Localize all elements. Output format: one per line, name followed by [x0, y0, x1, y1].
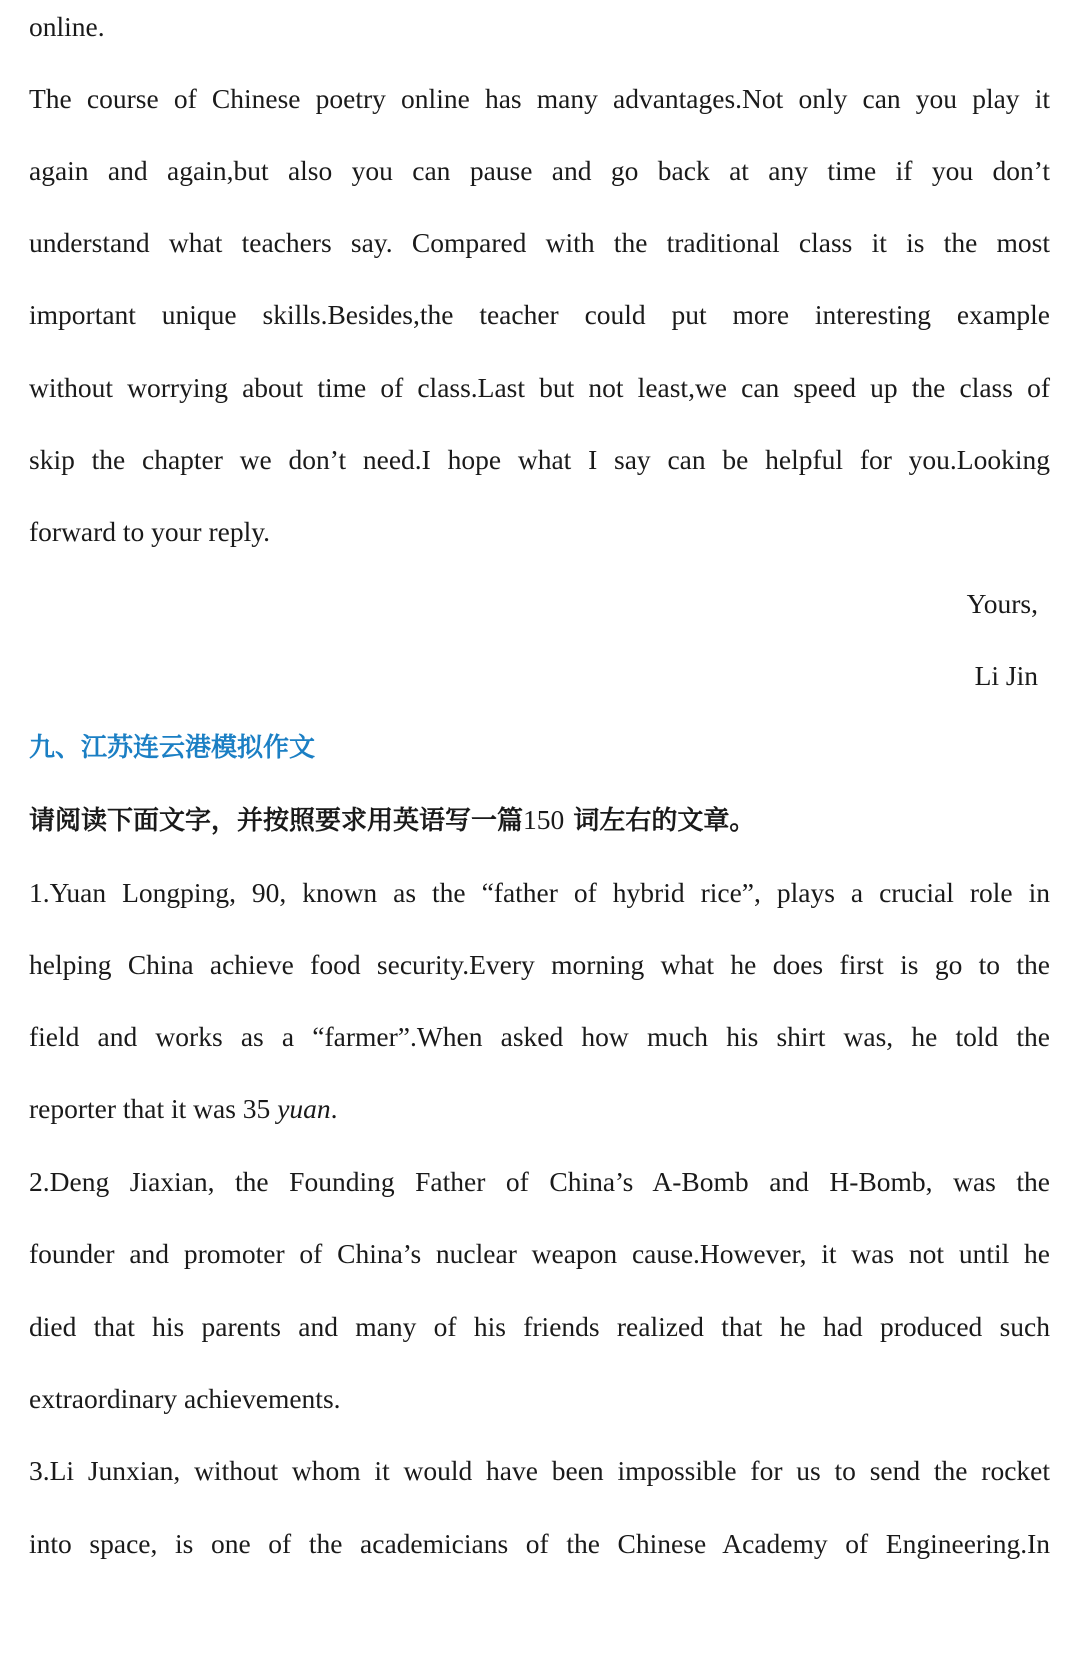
text-line: important unique skills.Besides,the teacher could put more interesting example: [29, 299, 1050, 330]
text-line: without worrying about time of class.Last but not least,we can speed up the class of: [29, 372, 1050, 403]
text-line: online.: [29, 11, 105, 42]
text-line: 3.Li Junxian, without whom it would have been impossible for us to send the rocket: [29, 1455, 1050, 1486]
text-line: extraordinary achievements.: [29, 1383, 341, 1414]
text-line: [29, 1092, 1050, 1126]
text-line: founder and promoter of China’s nuclear weapon cause.However, it was not until he: [29, 1238, 1050, 1269]
text-line: died that his parents and many of his friends realized that he had produced such: [29, 1311, 1050, 1342]
italic-term: yuan: [277, 1093, 331, 1124]
text-run: reporter that it was 35: [29, 1093, 278, 1124]
instruction-word-count: 150: [523, 804, 565, 835]
text-line: 1.Yuan Longping, 90, known as the “father of hybrid rice”, plays a crucial role in: [29, 877, 1050, 908]
text-line: into space, is one of the academicians of the Chinese Academy of Engineering.In: [29, 1528, 1050, 1559]
text-line: understand what teachers say. Compared with the traditional class it is the most: [29, 227, 1050, 258]
text-line: skip the chapter we don’t need.I hope what I say can be helpful for you.Looking: [29, 444, 1050, 475]
instruction-after: 词左右的文章。: [564, 806, 756, 836]
instruction-before: 请阅读下面文字，并按照要求用英语写一篇: [29, 806, 524, 836]
text-line: 2.Deng Jiaxian, the Founding Father of China’s A-Bomb and H-Bomb, was the: [29, 1166, 1050, 1197]
text-line: The course of Chinese poetry online has many advantages.Not only can you play it: [29, 83, 1050, 114]
letter-signature: Li Jin: [974, 660, 1038, 691]
text-line: again and again,but also you can pause and go back at any time if you don’t: [29, 155, 1050, 186]
text-line: forward to your reply.: [29, 516, 271, 547]
instruction-text: [29, 803, 1050, 838]
text-line: helping China achieve food security.Every morning what he does first is go to the: [29, 949, 1050, 980]
letter-closing: Yours,: [966, 588, 1038, 619]
text-run: .: [330, 1093, 338, 1124]
section-heading: 九、江苏连云港模拟作文: [29, 733, 316, 763]
text-line: field and works as a “farmer”.When asked how much his shirt was, he told the: [29, 1021, 1050, 1052]
